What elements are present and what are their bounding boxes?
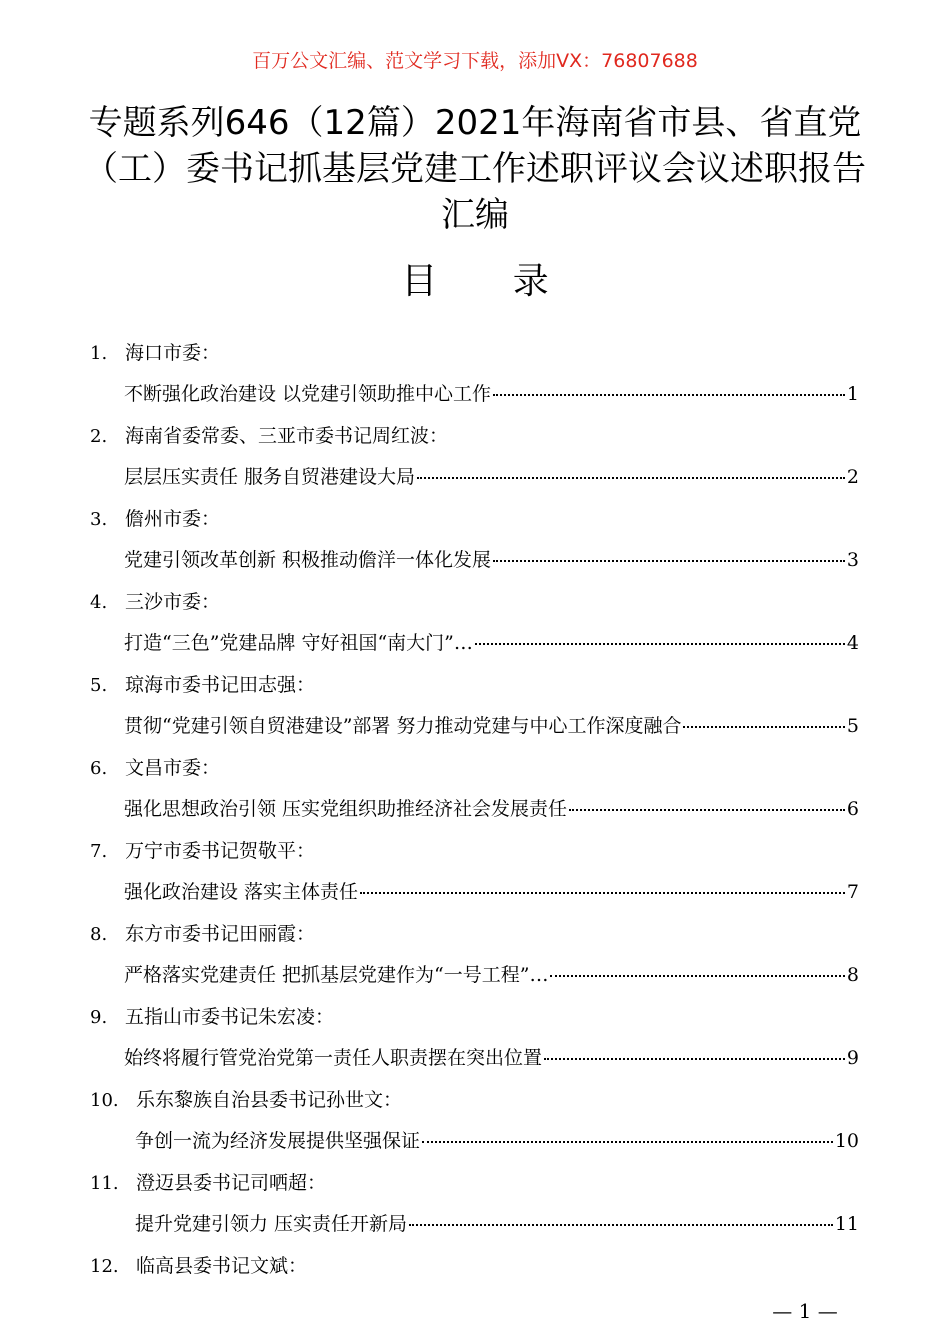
toc-entry-page: 1 bbox=[846, 383, 859, 405]
toc-entry-subtitle-line[interactable] bbox=[124, 626, 859, 660]
toc-entry-number: 2. bbox=[90, 426, 108, 447]
table-of-contents bbox=[0, 336, 950, 1332]
dot-leader bbox=[550, 974, 844, 977]
toc-entry-heading bbox=[90, 668, 315, 702]
toc-entry-heading-text: 东方市委书记田丽霞： bbox=[125, 923, 316, 945]
toc-entry-subtitle-line[interactable] bbox=[135, 1207, 859, 1241]
toc-entry-page: 5 bbox=[846, 715, 859, 737]
toc-entry[interactable] bbox=[0, 917, 950, 1000]
toc-entry-subtitle: 提升党建引领力 压实责任开新局 bbox=[135, 1213, 408, 1235]
toc-entry-subtitle-line[interactable] bbox=[124, 958, 859, 992]
toc-entry-subtitle-line[interactable] bbox=[124, 792, 859, 826]
toc-entry-subtitle-line[interactable] bbox=[135, 1124, 859, 1158]
document-title: 专题系列646（12篇）2021年海南省市县、省直党（工）委书记抓基层党建工作述职评议会议述职报告汇编 bbox=[84, 103, 866, 235]
toc-entry-subtitle: 强化政治建设 落实主体责任 bbox=[124, 881, 359, 903]
toc-entry-heading bbox=[90, 1249, 307, 1283]
toc-entry[interactable] bbox=[0, 336, 950, 419]
toc-entry-subtitle: 始终将履行管党治党第一责任人职责摆在突出位置 bbox=[124, 1047, 543, 1069]
toc-entry[interactable] bbox=[0, 1000, 950, 1083]
toc-entry-heading-text: 海口市委： bbox=[125, 342, 221, 364]
toc-entry-number: 10. bbox=[90, 1090, 119, 1111]
dot-leader bbox=[475, 642, 845, 645]
dot-leader bbox=[409, 1223, 833, 1226]
toc-entry[interactable] bbox=[0, 834, 950, 917]
toc-entry-page: 8 bbox=[846, 964, 859, 986]
toc-entry-subtitle-line[interactable] bbox=[124, 460, 859, 494]
toc-entry-number: 9. bbox=[90, 1007, 108, 1028]
toc-entry-heading-text: 乐东黎族自治县委书记孙世文： bbox=[136, 1089, 403, 1111]
toc-entry[interactable] bbox=[0, 1083, 950, 1166]
toc-entry-subtitle: 不断强化政治建设 以党建引领助推中心工作 bbox=[124, 383, 492, 405]
toc-entry-heading-text: 琼海市委书记田志强： bbox=[125, 674, 316, 696]
toc-entry-heading bbox=[90, 502, 220, 536]
toc-entry-subtitle-line[interactable] bbox=[124, 377, 859, 411]
toc-entry-subtitle: 严格落实党建责任 把抓基层党建作为“一号工程”… bbox=[124, 964, 549, 986]
toc-entry-number: 1. bbox=[90, 343, 108, 364]
toc-entry[interactable] bbox=[0, 668, 950, 751]
toc-entry-subtitle-line[interactable] bbox=[124, 709, 859, 743]
toc-entry-heading bbox=[90, 751, 220, 785]
toc-entry-number: 4. bbox=[90, 592, 108, 613]
dot-leader bbox=[493, 393, 845, 396]
toc-entry-page: 11 bbox=[834, 1213, 859, 1235]
toc-entry[interactable] bbox=[0, 1166, 950, 1249]
toc-entry-heading-text: 万宁市委书记贺敬平： bbox=[125, 840, 316, 862]
toc-entry-heading bbox=[90, 585, 220, 619]
dot-leader bbox=[417, 476, 845, 479]
toc-entry-page: 9 bbox=[846, 1047, 859, 1069]
dot-leader bbox=[569, 808, 845, 811]
toc-entry-subtitle: 党建引领改革创新 积极推动儋洋一体化发展 bbox=[124, 549, 492, 571]
toc-entry-heading-text: 三沙市委： bbox=[125, 591, 221, 613]
toc-entry-heading bbox=[90, 336, 220, 370]
toc-entry-number: 11. bbox=[90, 1173, 119, 1194]
toc-entry-heading bbox=[90, 1083, 402, 1117]
toc-entry-heading bbox=[90, 834, 315, 868]
toc-entry-heading bbox=[90, 419, 448, 453]
toc-entry-subtitle: 打造“三色”党建品牌 守好祖国“南大门”… bbox=[124, 632, 473, 654]
toc-entry-number: 7. bbox=[90, 841, 108, 862]
toc-entry-number: 3. bbox=[90, 509, 108, 530]
dot-leader bbox=[683, 725, 844, 728]
toc-entry-subtitle-line[interactable] bbox=[124, 543, 859, 577]
dot-leader bbox=[360, 891, 845, 894]
toc-entry-page: 2 bbox=[846, 466, 859, 488]
toc-entry-number: 8. bbox=[90, 924, 108, 945]
toc-entry-subtitle: 贯彻“党建引领自贸港建设”部署 努力推动党建与中心工作深度融合 bbox=[124, 715, 682, 737]
toc-entry[interactable] bbox=[0, 751, 950, 834]
toc-entry-heading bbox=[90, 1000, 334, 1034]
toc-entry[interactable] bbox=[0, 502, 950, 585]
toc-entry-page: 10 bbox=[834, 1130, 859, 1152]
toc-entry-subtitle: 层层压实责任 服务自贸港建设大局 bbox=[124, 466, 416, 488]
toc-entry-page: 7 bbox=[846, 881, 859, 903]
toc-entry-heading-text: 文昌市委： bbox=[125, 757, 221, 779]
dot-leader bbox=[422, 1140, 833, 1143]
toc-entry-subtitle: 争创一流为经济发展提供坚强保证 bbox=[135, 1130, 421, 1152]
page-number: — 1 — bbox=[772, 1299, 838, 1323]
dot-leader bbox=[544, 1057, 845, 1060]
toc-entry-subtitle: 强化思想政治引领 压实党组织助推经济社会发展责任 bbox=[124, 798, 568, 820]
toc-entry[interactable] bbox=[0, 419, 950, 502]
toc-entry-page: 6 bbox=[846, 798, 859, 820]
toc-entry-number: 6. bbox=[90, 758, 108, 779]
toc-entry-heading-text: 儋州市委： bbox=[125, 508, 221, 530]
toc-entry-heading bbox=[90, 1166, 326, 1200]
toc-entry-subtitle-line[interactable] bbox=[124, 875, 859, 909]
toc-entry-heading-text: 澄迈县委书记司哂超： bbox=[136, 1172, 327, 1194]
dot-leader bbox=[493, 559, 845, 562]
toc-entry-heading-text: 五指山市委书记朱宏凌： bbox=[125, 1006, 335, 1028]
toc-heading: 目 录 bbox=[401, 261, 581, 302]
toc-entry-heading-text: 临高县委书记文斌： bbox=[136, 1255, 308, 1277]
toc-entry-subtitle-line[interactable] bbox=[124, 1041, 859, 1075]
toc-entry-number: 12. bbox=[90, 1256, 119, 1277]
toc-entry-page: 3 bbox=[846, 549, 859, 571]
toc-entry-heading bbox=[90, 917, 315, 951]
toc-entry-number: 5. bbox=[90, 675, 108, 696]
toc-entry-page: 4 bbox=[846, 632, 859, 654]
toc-entry[interactable] bbox=[0, 585, 950, 668]
toc-entry-heading-text: 海南省委常委、三亚市委书记周红波： bbox=[125, 425, 449, 447]
watermark-text: 百万公文汇编、范文学习下载，添加VX：76807688 bbox=[252, 50, 698, 72]
